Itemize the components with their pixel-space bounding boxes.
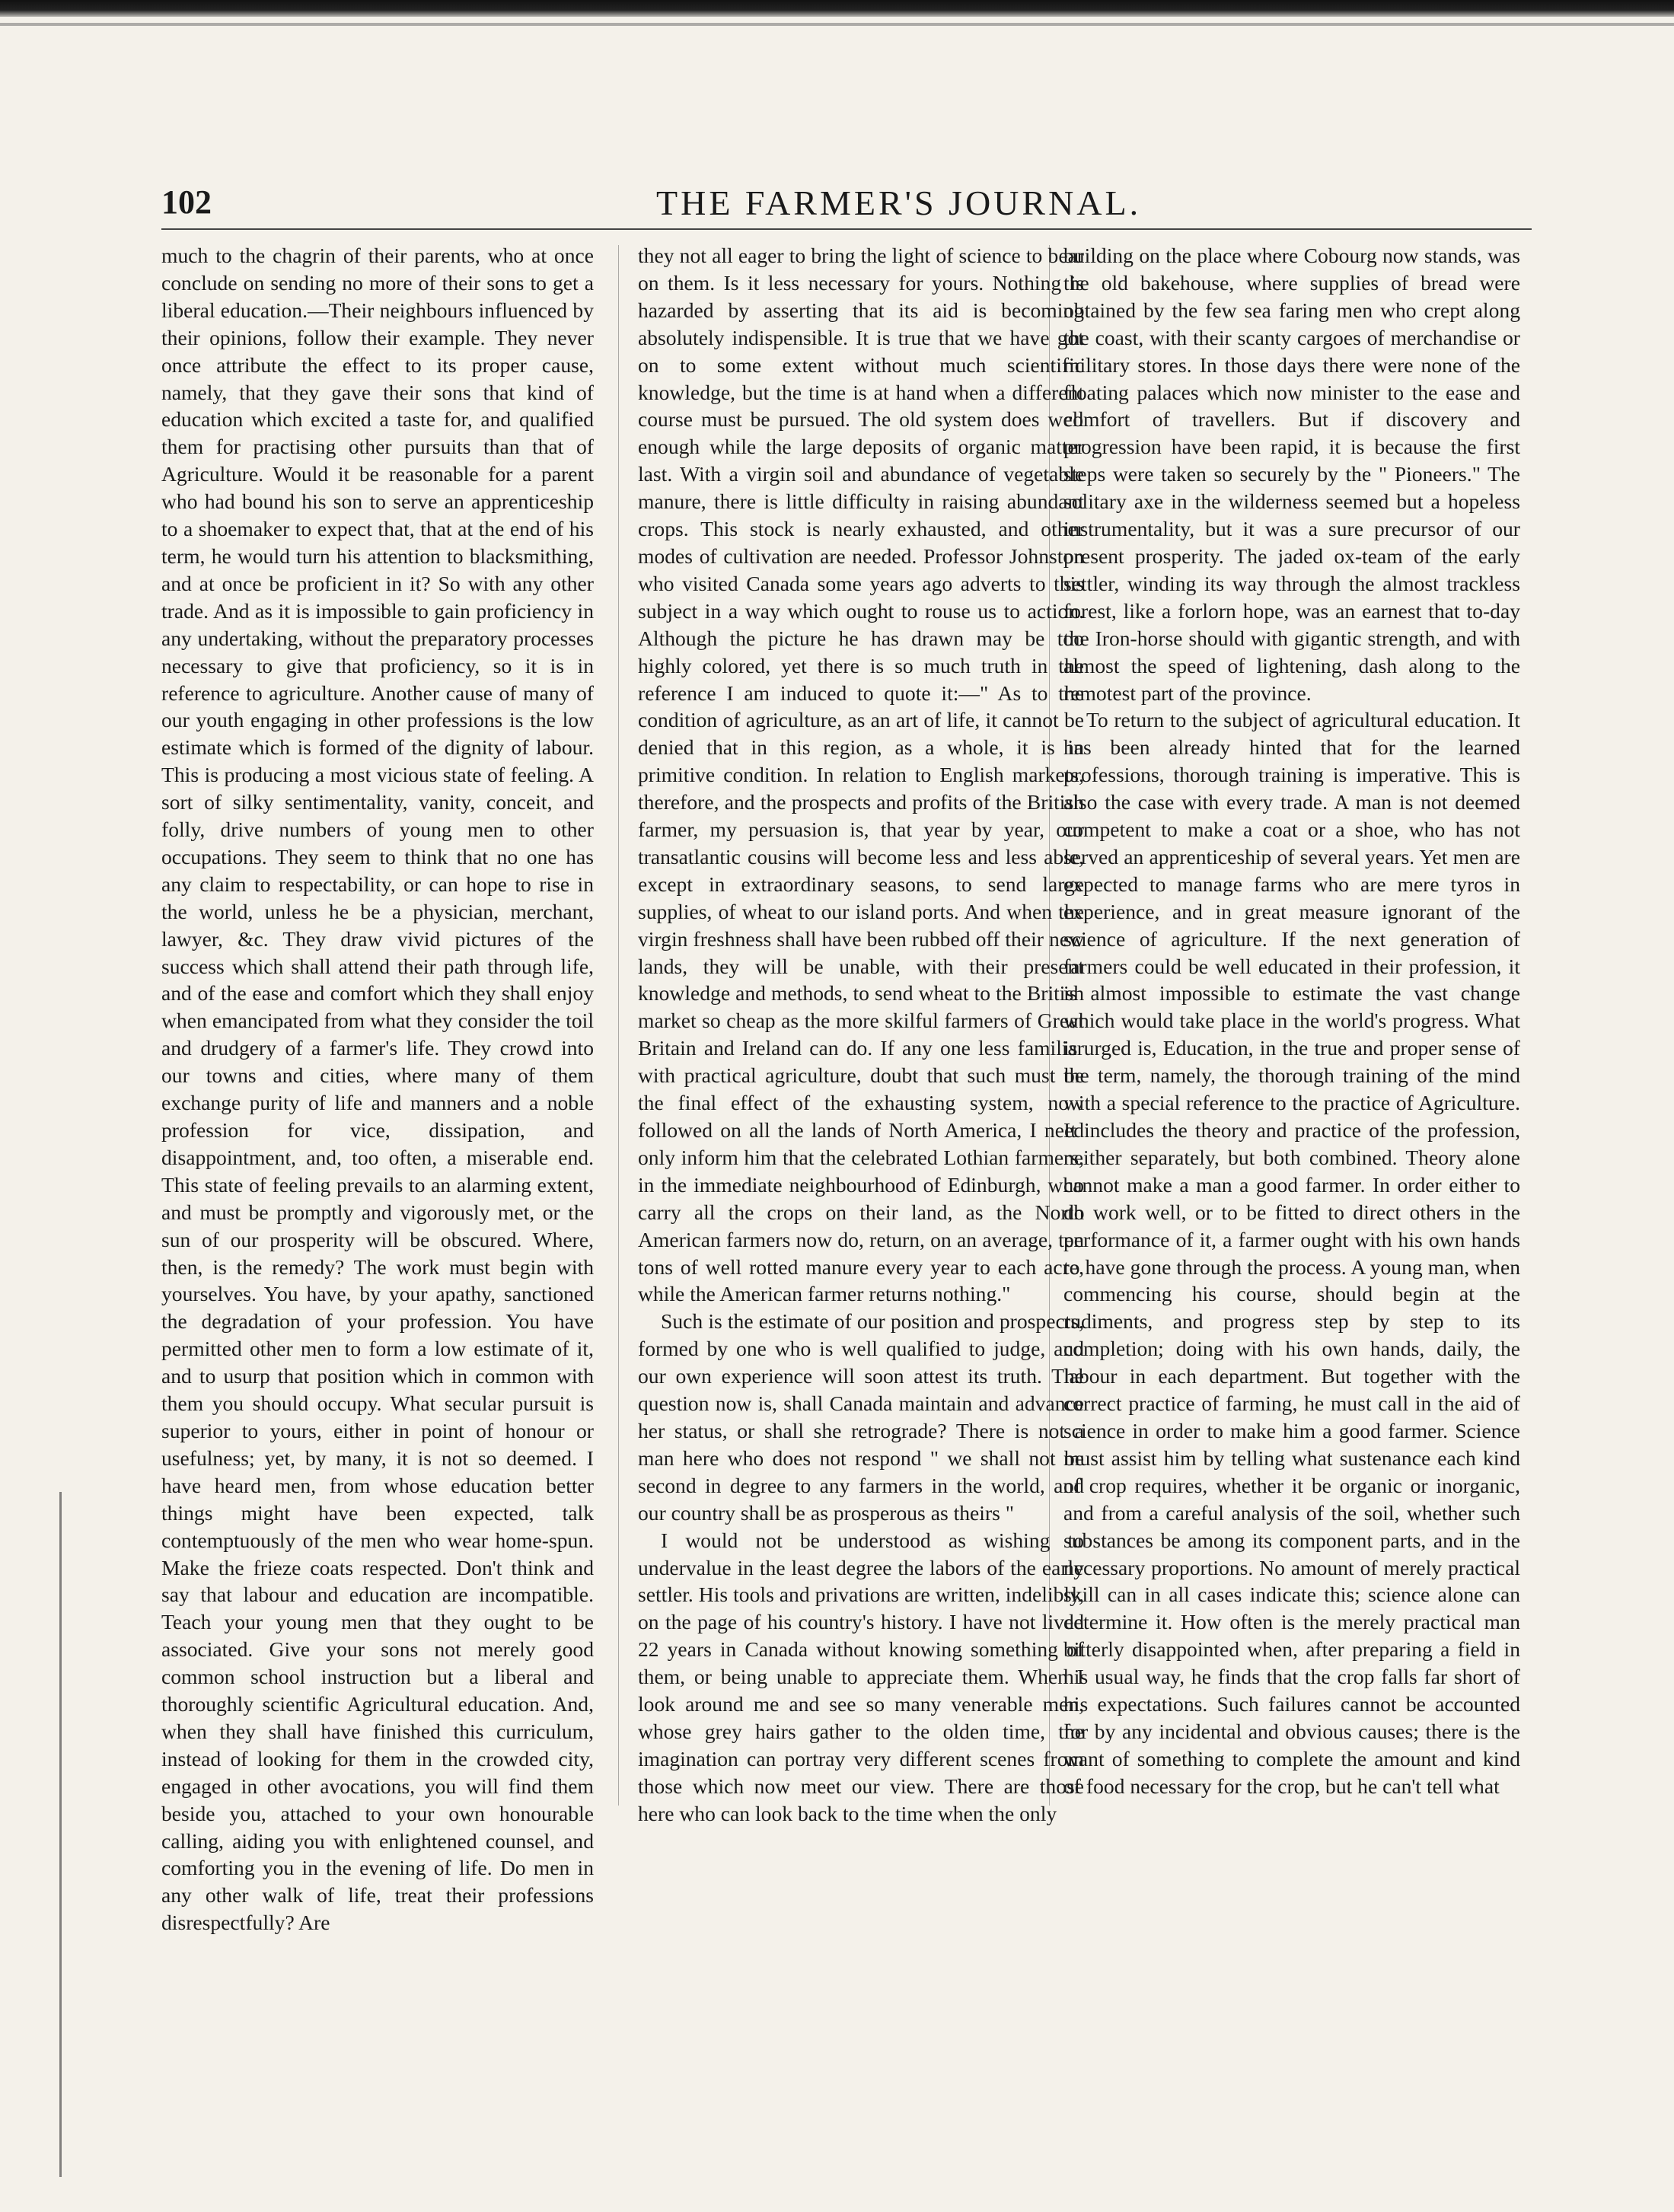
- top-edge-thin-rule: [0, 23, 1674, 26]
- text-column-2: [638, 242, 1084, 1825]
- top-edge-rule: [0, 0, 1674, 17]
- header-rule: [161, 228, 1532, 230]
- left-margin-mark: [59, 1492, 62, 2177]
- paragraph: much to the chagrin of their parents, who at once conclude on sending no more of their sons to get a liberal education.—Their neighbours influenced by their opinions, follow their example. They never once attribute the effect to its proper cause, namely, that they gave their sons that kind of education which excited a taste for, and qualified them for practising other pursuits than that of Agriculture. Would it be reasonable for a parent who had bound his son to serve an apprenticeship to a shoemaker to expect that, that at the end of his term, he would turn his attention to blacksmithing, and at once be proficient in it? So with any other trade. And as it is impossible to gain proficiency in any undertaking, without the preparatory processes necessary to give that proficiency, so it is in reference to agriculture. Another cause of many of our youth engaging in other professions is the low estimate which is formed of the dignity of labour. This is producing a most vicious state of feeling. A sort of silky sentimentality, vanity, conceit, and folly, drive numbers of young men to other occupations. They seem to think that no one has any claim to respectability, or can hope to rise in the world, unless he be a physician, merchant, lawyer, &c. They draw vivid pictures of the success which shall attend their path through life, and of the ease and comfort which they shall enjoy when emancipated from what they consider the toil and drudgery of a farmer's life. They crowd into our towns and cities, where many of them exchange purity of life and manners and a noble profession for vice, dissipation, and disappointment, and, too often, a miserable end. This state of feeling prevails to an alarming extent, and must be promptly and vigorously met, or the sun of our prosperity will be obscured. Where, then, is the remedy? The work must begin with yourselves. You have, by your apathy, sanctioned the degradation of your profession. You have permitted other men to form a low estimate of it, and to usurp that position which in common with them you should occupy. What secular pursuit is superior to yours, either in point of honour or usefulness; yet, by many, it is not so deemed. I have heard men, from whose education better things might have been expected, talk contemptuously of the men who wear home-spun. Make the frieze coats respected. Don't think and say that labour and education are incompatible. Teach your young men that they ought to be associated. Give your sons not merely good common school instruction but a liberal and thoroughly scientific Agricultural education. And, when they shall have finished this curriculum, instead of looking for them in the crowded city, engaged in other avocations, you will find them beside you, attached to your own honourable calling, aiding you with enlightened counsel, and comforting you in the evening of life. Do men in any other walk of life, treat their professions disrespectfully? Are: [161, 244, 594, 1935]
- column-divider: [618, 245, 619, 1806]
- paragraph: To return to the subject of agricultural education. It has been already hinted that for the learned professions, thorough training is imperative. This is also the case with every trade. A man is not deemed competent to make a coat or a shoe, who has not served an apprenticeship of several years. Yet men are expected to manage farms who are mere tyros in experience, and in great measure ignorant of the science of agriculture. If the next generation of farmers could be well educated in their profession, it is almost impossible to estimate the vast change which would take place in the world's progress. What is urged is, Education, in the true and proper sense of the term, namely, the thorough training of the mind with a special reference to the practice of Agriculture. It includes the theory and practice of the profession, neither separately, but both combined. Theory alone cannot make a man a good farmer. In order either to do work well, or to be fitted to direct others in the performance of it, a farmer ought with his own hands to have gone through the process. A young man, when commencing his course, should begin at the rudiments, and progress step by step to its completion; doing with his own hands, daily, the labour in each department. But together with the correct practice of farming, he must call in the aid of science in order to make him a good farmer. Science must assist him by telling what sustenance each kind of crop requires, whether it be organic or inorganic, and from a careful analysis of the soil, whether such substances be among its component parts, and in the necessary proportions. No amount of merely practical skill can in all cases indicate this; science alone can determine it. How often is the merely practical man bitterly disappointed when, after preparing a field in his usual way, he finds that the crop falls far short of his expectations. Such failures cannot be accounted for by any incidental and obvious causes; there is the want of something to complete the amount and kind of food necessary for the crop, but he can't tell what: [1063, 708, 1520, 1798]
- paragraph: building on the place where Cobourg now stands, was the old bakehouse, where supplies of bread were obtained by the few sea faring men who crept along the coast, with their scanty cargoes of merchandise or military stores. In those days there were none of the floating palaces which now minister to the ease and comfort of travellers. But if discovery and progression have been rapid, it is because the first steps were taken so securely by the " Pioneers." The solitary axe in the wilderness seemed but a hopeless instrumentality, but it was a sure precursor of our present prosperity. The jaded ox-team of the early settler, winding its way through the almost trackless forest, like a forlorn hope, was an earnest that to-day the Iron-horse should with gigantic strength, and with almost the speed of lightening, dash along to the remotest part of the province.: [1063, 244, 1520, 705]
- paragraph: they not all eager to bring the light of science to bear on them. Is it less necessary for yours. Nothing is hazarded by asserting that its aid is becoming absolutely indispensible. It is true that we have got on to some extent without much scientific knowledge, but the time is at hand when a different course must be pursued. The old system does well enough while the large deposits of organic matter last. With a virgin soil and abundance of vegetable manure, there is little difficulty in raising abundant crops. This stock is nearly exhausted, and other modes of cultivation are needed. Professor Johnston who visited Canada some years ago adverts to this subject in a way which ought to rouse us to action. Although the picture he has drawn may be too highly colored, yet there is so much truth in the reference I am induced to quote it:—" As to the condition of agriculture, as an art of life, it cannot be denied that in this region, as a whole, it is in primitive condition. In relation to English markets, therefore, and the prospects and profits of the British farmer, my persuasion is, that year by year, our transatlantic cousins will become less and less able, except in extraordinary seasons, to send large supplies, of wheat to our island ports. And when the virgin freshness shall have been rubbed off their new lands, they will be unable, with their present knowledge and methods, to send wheat to the British market so cheap as the more skilful farmers of Great Britain and Ireland can do. If any one less familiar with practical agriculture, doubt that such must be the final effect of the exhausting system, now followed on all the lands of North America, I need only inform him that the celebrated Lothian farmers, in the immediate neighbourhood of Edinburgh, who carry all the crops on their land, as the North American farmers now do, return, on an average, ten tons of well rotted manure every year to each acre, while the American farmer returns nothing.": [638, 244, 1084, 1306]
- text-column-1: [161, 242, 594, 1935]
- page-header: [161, 183, 1532, 228]
- page-number: 102: [161, 183, 212, 221]
- text-column-3: [1063, 242, 1520, 1818]
- paragraph: Such is the estimate of our position and prospects, formed by one who is well qualified to judge, and our own experience will soon attest its truth. The question now is, shall Canada maintain and advance her status, or shall she retrograde? There is not a man here who does not respond " we shall not be second in degree to any farmers in the world, and our country shall be as prosperous as theirs ": [638, 1309, 1084, 1525]
- journal-title: THE FARMER'S JOURNAL.: [656, 183, 1142, 222]
- paragraph: I would not be understood as wishing to undervalue in the least degree the labors of the early settler. His tools and privations are written, indelibly, on the page of his country's history. I have not lived 22 years in Canada without knowing something of them, or being unable to appreciate them. When I look around me and see so many venerable men, whose grey hairs gather to the olden time, the imagination can portray very different scenes from those which now meet our view. There are those here who can look back to the time when the only: [638, 1528, 1084, 1825]
